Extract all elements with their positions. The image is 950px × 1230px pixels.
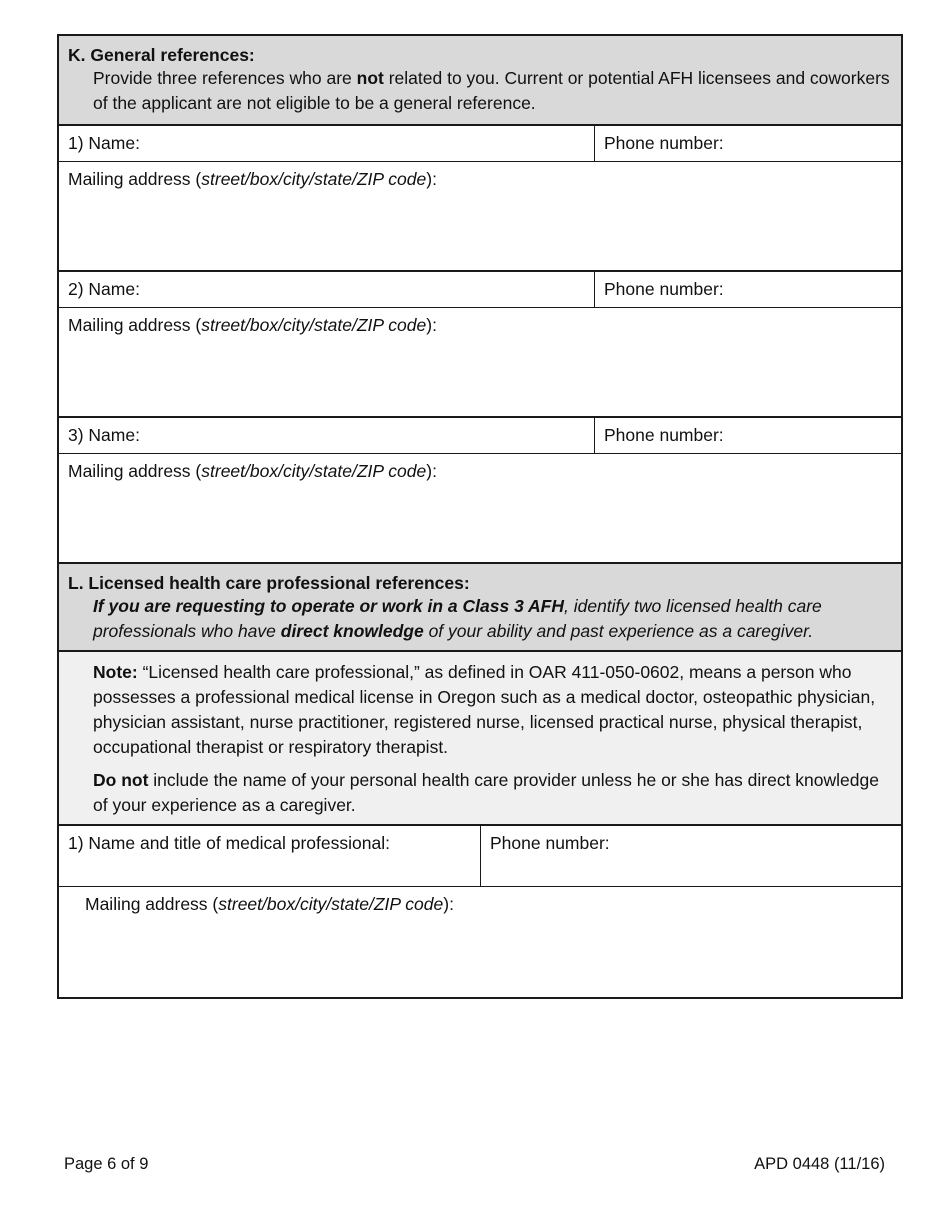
section-l-intro: If you are requesting to operate or work in a Class 3 AFH, identify two licensed health care professionals who have direct knowledge of your ability and past experience as a caregiver. [93, 596, 822, 641]
section-l-note [59, 650, 901, 824]
reference-3-name-row [59, 416, 901, 453]
note-do-not: Do not include the name of your personal health care provider unless he or she has direct knowledge of your experience as a caregiver. [93, 770, 879, 815]
reference-2-phone-field[interactable]: Phone number: [594, 272, 901, 307]
section-k-header [59, 36, 901, 124]
form-id: APD 0448 (11/16) [754, 1155, 885, 1173]
page-number: Page 6 of 9 [64, 1155, 149, 1173]
reference-1-address-field[interactable]: Mailing address (street/box/city/state/ZIP code): [59, 161, 901, 270]
reference-3-phone-field[interactable]: Phone number: [594, 418, 901, 453]
reference-3-name-field[interactable]: 3) Name: [68, 425, 140, 445]
reference-2-address-field[interactable]: Mailing address (street/box/city/state/ZIP code): [59, 307, 901, 416]
medical-1-name-field[interactable]: 1) Name and title of medical professional: [68, 833, 390, 853]
note-definition: Note: “Licensed health care professional,” as defined in OAR 411-050-0602, means a person who possesses a professional medical license in Oregon such as a medical doctor, osteopathic physician, physician assistant, nurse practitioner, registered nurse, licensed practical nurse, physical therapist, occupational therapist or respiratory therapist. [93, 662, 876, 757]
medical-1-name-row [59, 824, 901, 886]
section-l-header [59, 562, 901, 650]
section-k-title: K. General references: [68, 45, 255, 65]
reference-1-name-row [59, 124, 901, 161]
medical-1-address-field[interactable]: Mailing address (street/box/city/state/ZIP code): [59, 886, 901, 997]
medical-1-phone-field[interactable]: Phone number: [480, 826, 901, 886]
reference-1-phone-field[interactable]: Phone number: [594, 126, 901, 161]
reference-2-name-row [59, 270, 901, 307]
reference-2-name-field[interactable]: 2) Name: [68, 279, 140, 299]
references-form [57, 34, 903, 999]
reference-3-address-field[interactable]: Mailing address (street/box/city/state/ZIP code): [59, 453, 901, 562]
section-k-intro: Provide three references who are not related to you. Current or potential AFH licensees and coworkers of the applicant are not eligible to be a general reference. [93, 68, 890, 113]
section-l-title: L. Licensed health care professional references: [68, 573, 470, 593]
reference-1-name-field[interactable]: 1) Name: [68, 133, 140, 153]
